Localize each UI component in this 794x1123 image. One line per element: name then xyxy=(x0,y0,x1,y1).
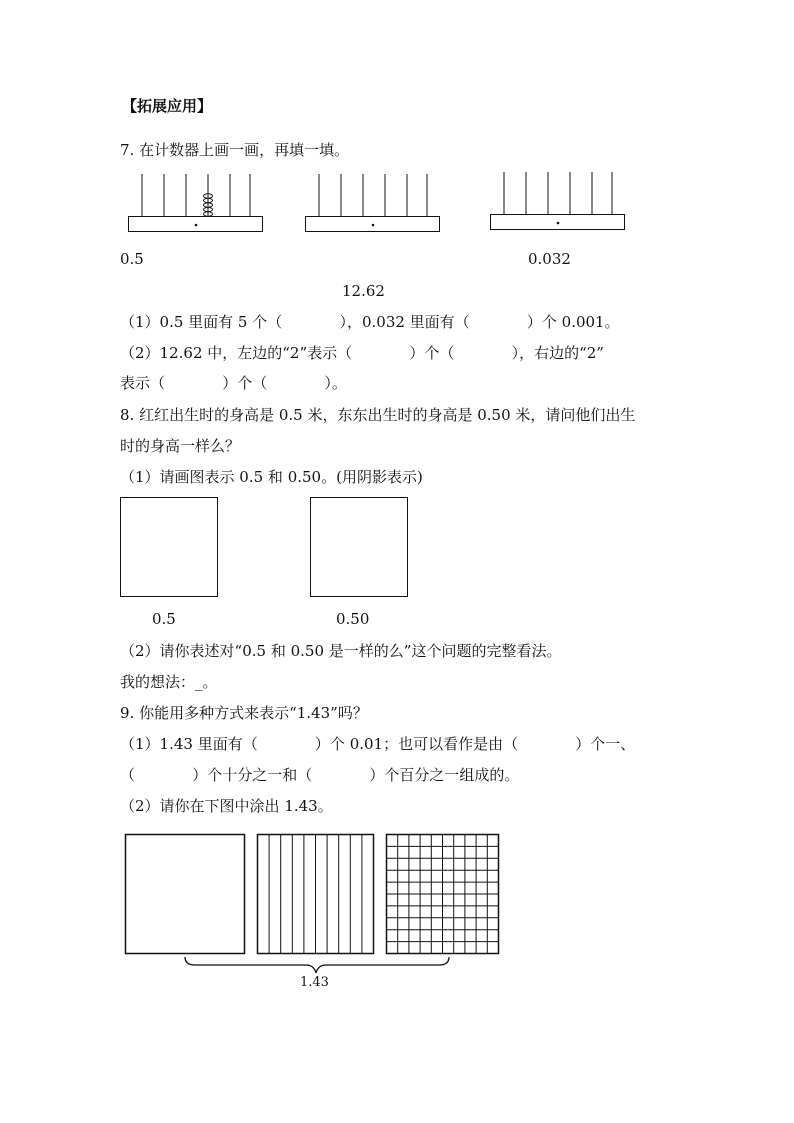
q7-sub1: （1）0.5 里面有 5 个（ ），0.032 里面有（ ）个 0.001。 xyxy=(120,313,620,331)
tenths-square[interactable] xyxy=(258,835,374,954)
decimal-grid-figure xyxy=(124,833,502,957)
hundredths-square[interactable] xyxy=(387,835,499,954)
section-title: 【拓展应用】 xyxy=(122,97,213,115)
whole-square[interactable] xyxy=(126,835,245,954)
shading-box-2[interactable] xyxy=(310,497,408,597)
q7-stem: 7. 在计数器上画一画，再填一填。 xyxy=(120,141,350,159)
abacus-counter-3 xyxy=(490,168,626,232)
q9-stem: 9. 你能用多种方式来表示“1.43”吗？ xyxy=(120,704,368,722)
q9-sub1-line2: （ ）个十分之一和（ ）个百分之一组成的。 xyxy=(120,766,520,784)
q8-sub2: （2）请你表述对“0.5 和 0.50 是一样的么”这个问题的完整看法。 xyxy=(120,642,562,660)
q8-sub1: （1）请画图表示 0.5 和 0.50。(用阴影表示) xyxy=(120,468,423,486)
q9-sub2: （2）请你在下图中涂出 1.43。 xyxy=(120,797,333,815)
abacus-label-2: 12.62 xyxy=(342,282,385,300)
q8-stem-line2: 时的身高一样么？ xyxy=(120,437,241,455)
q7-sub2-line2: 表示（ ）个（ ）。 xyxy=(120,374,347,392)
shading-box-1[interactable] xyxy=(120,497,218,597)
abacus-counter-2 xyxy=(305,170,441,234)
q8-stem-line1: 8. 红红出生时的身高是 0.5 米，东东出生时的身高是 0.50 米，请问他们出生 xyxy=(120,406,636,424)
abacus-counter-1 xyxy=(128,170,264,234)
box-label-2: 0.50 xyxy=(336,610,370,628)
brace-label: 1.43 xyxy=(300,975,329,990)
q7-sub2-line1: （2）12.62 中，左边的“2”表示（ ）个（ ），右边的“2” xyxy=(120,344,604,362)
q9-sub1-line1: （1）1.43 里面有（ ）个 0.01；也可以看作是由（ ）个一、 xyxy=(120,735,636,753)
abacus-label-3: 0.032 xyxy=(528,250,571,268)
box-label-1: 0.5 xyxy=(152,610,176,628)
q8-thought: 我的想法：_。 xyxy=(120,673,218,691)
abacus-label-1: 0.5 xyxy=(120,250,144,268)
